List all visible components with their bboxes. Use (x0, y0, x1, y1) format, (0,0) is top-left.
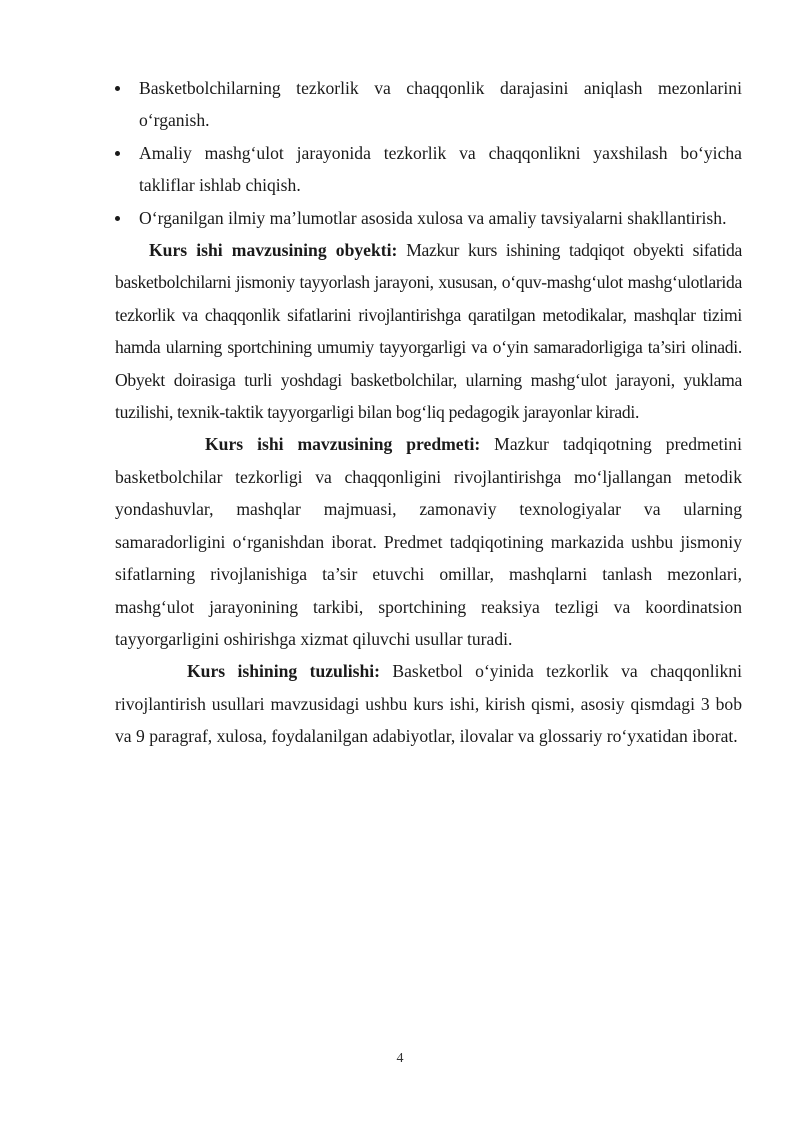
structure-heading: Kurs ishining tuzulishi: (187, 661, 380, 682)
bullet-icon (115, 86, 120, 91)
list-item (115, 202, 742, 234)
object-paragraph (115, 234, 742, 428)
structure-paragraph (115, 655, 742, 752)
list-item-text: Amaliy mashg‘ulot jarayonida tezkorlik va chaqqonlikni yaxshilash bo‘yicha takliflar ishlab chiqish. (139, 142, 742, 196)
object-text: Mazkur kurs ishining tadqiqot obyekti sifatida basketbolchilarni jismoniy tayyorlash jarayoni, xususan, o‘quv-mashg‘ulot mashg‘ulotlarida tezkorlik va chaqqonlik sifatlarini rivojlantirishga qaratilgan metodikalar, mashqlar tizimi hamda ularning sportchining umumiy tayyorgarligi va o‘yin samaradorligiga ta’siri olinadi. Obyekt doirasiga turli yoshdagi basketbolchilar, ularning mashg‘ulot jarayoni, yuklama tuzilishi, texnik-taktik tayyorgarligi bilan bog‘liq pedagogik jarayonlar kiradi. (115, 240, 742, 423)
list-item (115, 72, 742, 137)
subject-paragraph (115, 428, 742, 655)
bullet-icon (115, 151, 120, 156)
task-list (115, 72, 742, 234)
bullet-icon (115, 216, 120, 221)
list-item-text: Basketbolchilarning tezkorlik va chaqqonlik darajasini aniqlash mezonlarini o‘rganish. (139, 78, 742, 131)
page-content (115, 72, 742, 753)
page-number: 4 (396, 1051, 404, 1066)
object-heading: Kurs ishi mavzusining obyekti: (149, 240, 398, 261)
list-item-text: O‘rganilgan ilmiy ma’lumotlar asosida xulosa va amaliy tavsiyalarni shakllantirish. (139, 207, 727, 228)
subject-text: Mazkur tadqiqotning predmetini basketbolchilar tezkorligi va chaqqonligini rivojlantirishga mo‘ljallangan metodik yondashuvlar, mashqlar majmuasi, zamonaviy texnologiyalar va ularning samaradorligini o‘rganishdan iborat. Predmet tadqiqotining markazida ushbu jismoniy sifatlarning rivojlanishiga ta’sir etuvchi omillar, mashqlarni tanlash mezonlari, mashg‘ulot jarayonining tarkibi, sportchining reaksiya tezligi va koordinatsion tayyorgarligini oshirishga xizmat qiluvchi usullar turadi. (115, 434, 742, 649)
list-item (115, 137, 742, 202)
structure-text: Basketbol o‘yinida tezkorlik va chaqqonlikni rivojlantirish usullari mavzusidagi ushbu kurs ishi, kirish qismi, asosiy qismdagi 3 bob va 9 paragraf, xulosa, foydalanilgan adabiyotlar, ilovalar va glossariy ro‘yxatidan iborat. (115, 661, 742, 747)
subject-heading: Kurs ishi mavzusining predmeti: (205, 434, 481, 455)
